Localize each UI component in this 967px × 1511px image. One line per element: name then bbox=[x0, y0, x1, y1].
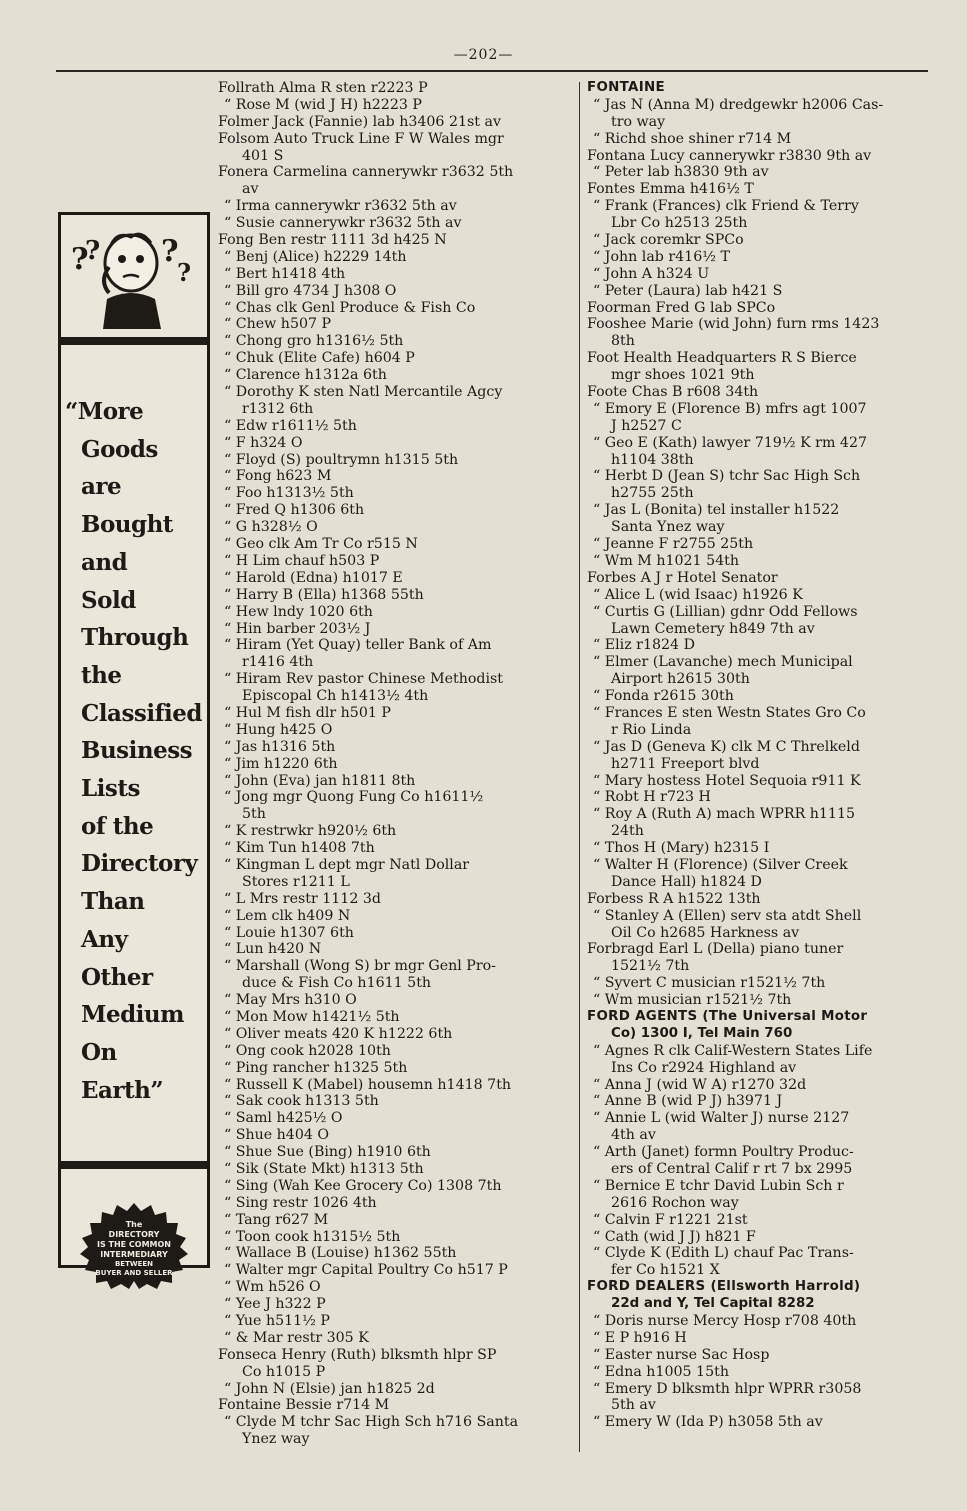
directory-entry-continuation: tro way bbox=[611, 113, 666, 130]
directory-entry: “ H Lim chauf h503 P bbox=[224, 552, 380, 569]
directory-entry: “ Calvin F r1221 21st bbox=[593, 1211, 748, 1228]
directory-entry: Folsom Auto Truck Line F W Wales mgr bbox=[218, 130, 504, 147]
directory-entry-continuation: 8th bbox=[611, 333, 635, 350]
directory-entry: “ May Mrs h310 O bbox=[224, 992, 357, 1009]
directory-entry: “ Bert h1418 4th bbox=[224, 265, 346, 282]
directory-entry: “ Wallace B (Louise) h1362 55th bbox=[224, 1245, 457, 1262]
directory-entry: “ Elmer (Lavanche) mech Municipal bbox=[593, 654, 853, 671]
directory-column-right bbox=[587, 80, 939, 1431]
directory-entry-continuation: h2755 25th bbox=[611, 485, 694, 502]
directory-entry: “ John N (Elsie) jan h1825 2d bbox=[224, 1380, 435, 1397]
directory-entry: “ Yue h511½ P bbox=[224, 1313, 330, 1330]
directory-entry-continuation: Co) 1300 I, Tel Main 760 bbox=[611, 1025, 793, 1041]
directory-entry: Fontaine Bessie r714 M bbox=[218, 1397, 390, 1414]
directory-entry-continuation: 5th bbox=[242, 806, 266, 823]
directory-entry: Fong Ben restr 1111 3d h425 N bbox=[218, 232, 447, 249]
directory-entry: “ Curtis G (Lillian) gdnr Odd Fellows bbox=[593, 603, 858, 620]
directory-entry: Fooshee Marie (wid John) furn rms 1423 bbox=[587, 316, 880, 333]
directory-seal-icon bbox=[67, 1201, 201, 1293]
directory-entry: “ Lem clk h409 N bbox=[224, 907, 351, 924]
seal-line: The bbox=[125, 1220, 143, 1229]
directory-entry: “ Anne B (wid P J) h3971 J bbox=[593, 1093, 783, 1110]
directory-entry: “ Jim h1220 6th bbox=[224, 755, 338, 772]
slogan-word: Earth” bbox=[81, 1076, 164, 1104]
directory-entry: “ Lun h420 N bbox=[224, 941, 322, 958]
directory-entry: “ L Mrs restr 1112 3d bbox=[224, 890, 381, 907]
directory-entry: “ Harry B (Ella) h1368 55th bbox=[224, 586, 424, 603]
directory-entry: “ Oliver meats 420 K h1222 6th bbox=[224, 1025, 453, 1042]
directory-entry: Fontes Emma h416½ T bbox=[587, 181, 754, 198]
directory-entry: “ Frances E sten Westn States Gro Co bbox=[593, 704, 866, 721]
directory-entry: “ Jas L (Bonita) tel installer h1522 bbox=[593, 502, 840, 519]
directory-entry: “ John A h324 U bbox=[593, 265, 710, 282]
directory-entry: “ Peter lab h3830 9th av bbox=[593, 164, 769, 181]
slogan-word: Bought bbox=[81, 511, 173, 539]
seal-line: DIRECTORY bbox=[108, 1230, 160, 1239]
directory-entry: “ Sing (Wah Kee Grocery Co) 1308 7th bbox=[224, 1177, 502, 1194]
directory-entry: Foot Health Headquarters R S Bierce bbox=[587, 350, 857, 367]
directory-entry: Foote Chas B r608 34th bbox=[587, 384, 759, 401]
directory-entry: Forbes A J r Hotel Senator bbox=[587, 569, 778, 586]
directory-entry: “ Eliz r1824 D bbox=[593, 637, 695, 654]
directory-entry: “ Thos H (Mary) h2315 I bbox=[593, 840, 770, 857]
directory-entry: “ Bill gro 4734 J h308 O bbox=[224, 282, 397, 299]
slogan-word: of the bbox=[81, 812, 154, 840]
directory-entry: “ F h324 O bbox=[224, 434, 303, 451]
directory-entry-continuation: fer Co h1521 X bbox=[611, 1262, 720, 1279]
directory-entry: “ Robt H r723 H bbox=[593, 789, 711, 806]
directory-section-heading: FONTAINE bbox=[587, 80, 665, 95]
advertisement-box bbox=[58, 212, 210, 1277]
directory-entry: “ E P h916 H bbox=[593, 1329, 687, 1346]
directory-entry: “ Emery D blksmth hlpr WPRR r3058 bbox=[593, 1380, 862, 1397]
directory-entry: “ John (Eva) jan h1811 8th bbox=[224, 772, 416, 789]
directory-entry: “ Toon cook h1315½ 5th bbox=[224, 1228, 401, 1245]
directory-entry: “ Hew lndy 1020 6th bbox=[224, 603, 373, 620]
directory-entry: “ Susie cannerywkr r3632 5th av bbox=[224, 215, 462, 232]
slogan-word: Directory bbox=[81, 850, 198, 878]
directory-entry-continuation: ers of Central Calif r rt 7 bx 2995 bbox=[611, 1161, 853, 1177]
seal-line: BUYER AND SELLER bbox=[95, 1269, 173, 1277]
directory-entry: “ Anna J (wid W A) r1270 32d bbox=[593, 1076, 807, 1093]
directory-entry-continuation: Co h1015 P bbox=[242, 1363, 326, 1380]
directory-entry: “ Jas D (Geneva K) clk M C Threlkeld bbox=[593, 738, 860, 755]
directory-entry-continuation: r1416 4th bbox=[242, 654, 314, 671]
directory-entry: “ Fred Q h1306 6th bbox=[224, 502, 365, 519]
directory-entry: “ Easter nurse Sac Hosp bbox=[593, 1346, 770, 1363]
directory-entry: “ Dorothy K sten Natl Mercantile Agcy bbox=[224, 384, 503, 401]
directory-entry: Folmer Jack (Fannie) lab h3406 21st av bbox=[218, 113, 501, 130]
directory-entry: “ Cath (wid J J) h821 F bbox=[593, 1228, 756, 1245]
directory-entry-continuation: 24th bbox=[611, 823, 644, 840]
directory-entry-continuation: Stores r1211 L bbox=[242, 873, 350, 890]
directory-entry: “ Tang r627 M bbox=[224, 1211, 329, 1228]
directory-entry: Forbess R A h1522 13th bbox=[587, 890, 761, 907]
header-rule bbox=[56, 70, 928, 72]
directory-entry: Fontana Lucy cannerywkr r3830 9th av bbox=[587, 147, 872, 164]
page-number: —202— bbox=[453, 47, 514, 63]
slogan-word: Classified bbox=[81, 699, 202, 727]
directory-entry: “ Sing restr 1026 4th bbox=[224, 1194, 377, 1211]
directory-entry: “ Doris nurse Mercy Hosp r708 40th bbox=[593, 1313, 857, 1330]
directory-entry: “ Jas h1316 5th bbox=[224, 738, 336, 755]
directory-entry: “ Edna h1005 15th bbox=[593, 1363, 729, 1380]
directory-entry: “ Edw r1611½ 5th bbox=[224, 417, 357, 434]
directory-entry-continuation: 2616 Rochon way bbox=[611, 1194, 739, 1211]
directory-entry: “ Clyde K (Edith L) chauf Pac Trans- bbox=[593, 1245, 854, 1262]
directory-entry: “ Irma cannerywkr r3632 5th av bbox=[224, 198, 457, 215]
directory-entry: “ Hin barber 203½ J bbox=[224, 620, 371, 637]
directory-entry: “ Stanley A (Ellen) serv sta atdt Shell bbox=[593, 907, 862, 924]
directory-entry: “ Hung h425 O bbox=[224, 721, 333, 738]
directory-entry: “ Arth (Janet) formn Poultry Produc- bbox=[593, 1144, 854, 1161]
directory-entry: “ Mary hostess Hotel Sequoia r911 K bbox=[593, 772, 861, 789]
slogan-word: Through bbox=[81, 624, 189, 652]
directory-entry: “ Rose M (wid J H) h2223 P bbox=[224, 96, 422, 113]
directory-section-heading: FORD AGENTS (The Universal Motor bbox=[587, 1008, 868, 1024]
directory-entry-continuation: Airport h2615 30th bbox=[611, 671, 750, 688]
directory-entry: “ Emery W (Ida P) h3058 5th av bbox=[593, 1414, 823, 1431]
svg-text:?: ? bbox=[161, 234, 179, 269]
directory-entry: “ Agnes R clk Calif-Western States Life bbox=[593, 1042, 873, 1059]
directory-entry-continuation: Ins Co r2924 Highland av bbox=[611, 1059, 797, 1076]
slogan-word: Other bbox=[81, 963, 153, 991]
directory-entry: “ Roy A (Ruth A) mach WPRR h1115 bbox=[593, 806, 856, 823]
directory-entry: “ Hul M fish dlr h501 P bbox=[224, 704, 391, 721]
slogan-word: Goods bbox=[81, 435, 158, 463]
svg-text:?: ? bbox=[85, 236, 101, 266]
directory-entry: “ Fonda r2615 30th bbox=[593, 688, 734, 705]
directory-entry: “ John lab r416½ T bbox=[593, 248, 730, 265]
directory-entry: “ Shue h404 O bbox=[224, 1127, 330, 1144]
directory-entry: “ Floyd (S) poultrymn h1315 5th bbox=[224, 451, 459, 468]
slogan-word: the bbox=[81, 661, 122, 689]
directory-entry: “ Geo E (Kath) lawyer 719½ K rm 427 bbox=[593, 434, 868, 451]
slogan-word: “More bbox=[65, 398, 144, 425]
directory-entry-continuation: r1312 6th bbox=[242, 400, 314, 417]
directory-entry: “ Ping rancher h1325 5th bbox=[224, 1059, 408, 1076]
directory-entry-continuation: 5th av bbox=[611, 1397, 656, 1414]
directory-entry: “ K restrwkr h920½ 6th bbox=[224, 823, 397, 840]
directory-entry: “ Jack coremkr SPCo bbox=[593, 232, 744, 249]
directory-entry: “ Mon Mow h1421½ 5th bbox=[224, 1008, 400, 1025]
directory-entry: “ Kim Tun h1408 7th bbox=[224, 840, 375, 857]
directory-entry: “ Hiram (Yet Quay) teller Bank of Am bbox=[224, 637, 492, 654]
directory-entry-continuation: h1104 38th bbox=[611, 451, 694, 468]
seal-line: BETWEEN bbox=[114, 1260, 154, 1268]
directory-entry: “ Foo h1313½ 5th bbox=[224, 485, 354, 502]
slogan-word: Sold bbox=[81, 586, 136, 614]
puzzled-man-cartoon-icon bbox=[69, 221, 199, 335]
directory-entry: “ Marshall (Wong S) br mgr Genl Pro- bbox=[224, 958, 496, 975]
directory-entry: “ Jas N (Anna M) dredgewkr h2006 Cas- bbox=[593, 96, 884, 113]
directory-entry-continuation: h2711 Freeport blvd bbox=[611, 755, 760, 772]
directory-entry: “ Jong mgr Quong Fung Co h1611½ bbox=[224, 789, 484, 806]
slogan-word: Business bbox=[81, 737, 193, 765]
svg-text:?: ? bbox=[71, 242, 89, 277]
directory-entry-continuation: av bbox=[242, 181, 259, 198]
directory-entry-continuation: 401 S bbox=[242, 147, 284, 164]
directory-entry-continuation: r Rio Linda bbox=[611, 721, 692, 738]
directory-entry: “ Sik (State Mkt) h1313 5th bbox=[224, 1161, 424, 1177]
slogan-word: are bbox=[81, 473, 122, 501]
directory-entry: “ Bernice E tchr David Lubin Sch r bbox=[593, 1177, 844, 1194]
directory-entry-continuation: 1521½ 7th bbox=[611, 958, 690, 975]
slogan-word: On bbox=[81, 1038, 117, 1066]
directory-entry: “ Fong h623 M bbox=[224, 468, 332, 485]
directory-entry: “ Annie L (wid Walter J) nurse 2127 bbox=[593, 1110, 850, 1127]
directory-entry: “ Herbt D (Jean S) tchr Sac High Sch bbox=[593, 468, 861, 485]
directory-section-heading: FORD DEALERS (Ellsworth Harrold) bbox=[587, 1279, 861, 1295]
directory-entry-continuation: Lawn Cemetery h849 7th av bbox=[611, 620, 815, 637]
directory-entry: “ Chuk (Elite Cafe) h604 P bbox=[224, 350, 415, 367]
directory-entry: “ Chas clk Genl Produce & Fish Co bbox=[224, 299, 476, 316]
svg-text:?: ? bbox=[177, 258, 192, 287]
advertisement-slogan bbox=[63, 393, 205, 1109]
slogan-word: Than bbox=[81, 888, 145, 916]
seal-line: IS THE COMMON bbox=[96, 1240, 172, 1249]
directory-entry: “ Chew h507 P bbox=[224, 316, 332, 333]
directory-entry-continuation: Ynez way bbox=[242, 1431, 310, 1448]
directory-entry: “ Wm M h1021 54th bbox=[593, 552, 739, 569]
slogan-word: Any bbox=[81, 925, 128, 953]
directory-entry: “ Walter H (Florence) (Silver Creek bbox=[593, 856, 848, 873]
directory-entry: “ Hiram Rev pastor Chinese Methodist bbox=[224, 671, 503, 688]
directory-entry: Fonseca Henry (Ruth) blksmth hlpr SP bbox=[218, 1346, 497, 1363]
seal-line: INTERMEDIARY bbox=[100, 1250, 168, 1259]
directory-entry: “ Wm musician r1521½ 7th bbox=[593, 992, 792, 1009]
directory-entry: “ Richd shoe shiner r714 M bbox=[593, 130, 792, 147]
directory-entry-continuation: J h2527 C bbox=[611, 417, 682, 434]
column-rule bbox=[579, 82, 580, 1452]
directory-entry: “ Russell K (Mabel) housemn h1418 7th bbox=[224, 1076, 512, 1093]
directory-column-middle bbox=[218, 80, 572, 1448]
directory-entry: “ Saml h425½ O bbox=[224, 1110, 343, 1127]
directory-entry-continuation: 22d and Y, Tel Capital 8282 bbox=[611, 1296, 815, 1312]
directory-entry: “ Syvert C musician r1521½ 7th bbox=[593, 975, 826, 992]
directory-entry: Forbragd Earl L (Della) piano tuner bbox=[587, 941, 844, 958]
directory-entry-continuation: Lbr Co h2513 25th bbox=[611, 215, 748, 232]
directory-entry: “ Chong gro h1316½ 5th bbox=[224, 333, 404, 350]
advertisement-top-rule bbox=[61, 337, 207, 345]
directory-entry-continuation: mgr shoes 1021 9th bbox=[611, 367, 755, 384]
directory-entry: “ Clarence h1312a 6th bbox=[224, 367, 387, 384]
directory-entry: “ Shue Sue (Bing) h1910 6th bbox=[224, 1144, 431, 1161]
directory-entry: Follrath Alma R sten r2223 P bbox=[218, 80, 428, 96]
slogan-word: Lists bbox=[81, 775, 140, 803]
directory-entry-continuation: Oil Co h2685 Harkness av bbox=[611, 924, 800, 941]
directory-entry-continuation: Dance Hall) h1824 D bbox=[611, 873, 762, 890]
directory-entry: “ & Mar restr 305 K bbox=[224, 1329, 369, 1346]
directory-entry: “ Wm h526 O bbox=[224, 1279, 321, 1296]
directory-entry: “ Ong cook h2028 10th bbox=[224, 1042, 391, 1059]
directory-entry: “ G h328½ O bbox=[224, 519, 318, 536]
directory-entry: “ Benj (Alice) h2229 14th bbox=[224, 248, 407, 265]
directory-entry: “ Alice L (wid Isaac) h1926 K bbox=[593, 586, 803, 603]
directory-entry: “ Emory E (Florence B) mfrs agt 1007 bbox=[593, 400, 867, 417]
slogan-word: Medium bbox=[81, 1001, 184, 1029]
directory-entry: “ Sak cook h1313 5th bbox=[224, 1093, 379, 1110]
directory-entry: “ Harold (Edna) h1017 E bbox=[224, 569, 403, 586]
slogan-word: and bbox=[81, 548, 128, 576]
directory-entry-continuation: duce & Fish Co h1611 5th bbox=[242, 975, 432, 992]
directory-entry: Fonera Carmelina cannerywkr r3632 5th bbox=[218, 164, 514, 181]
directory-entry: “ Kingman L dept mgr Natl Dollar bbox=[224, 856, 470, 873]
directory-entry: “ Yee J h322 P bbox=[224, 1296, 326, 1313]
directory-entry: “ Peter (Laura) lab h421 S bbox=[593, 282, 783, 299]
directory-entry-continuation: Santa Ynez way bbox=[611, 519, 725, 536]
directory-entry: “ Louie h1307 6th bbox=[224, 924, 354, 941]
directory-entry: “ Clyde M tchr Sac High Sch h716 Santa bbox=[224, 1414, 519, 1431]
directory-entry-continuation: Episcopal Ch h1413½ 4th bbox=[242, 688, 429, 705]
directory-entry: “ Walter mgr Capital Poultry Co h517 P bbox=[224, 1262, 508, 1279]
directory-entry-continuation: 4th av bbox=[611, 1127, 656, 1144]
directory-entry: “ Geo clk Am Tr Co r515 N bbox=[224, 536, 418, 553]
directory-entry: “ Jeanne F r2755 25th bbox=[593, 536, 754, 553]
directory-entry: Foorman Fred G lab SPCo bbox=[587, 299, 776, 316]
directory-entry: “ Frank (Frances) clk Friend & Terry bbox=[593, 198, 859, 215]
advertisement-bottom-rule bbox=[61, 1161, 207, 1169]
